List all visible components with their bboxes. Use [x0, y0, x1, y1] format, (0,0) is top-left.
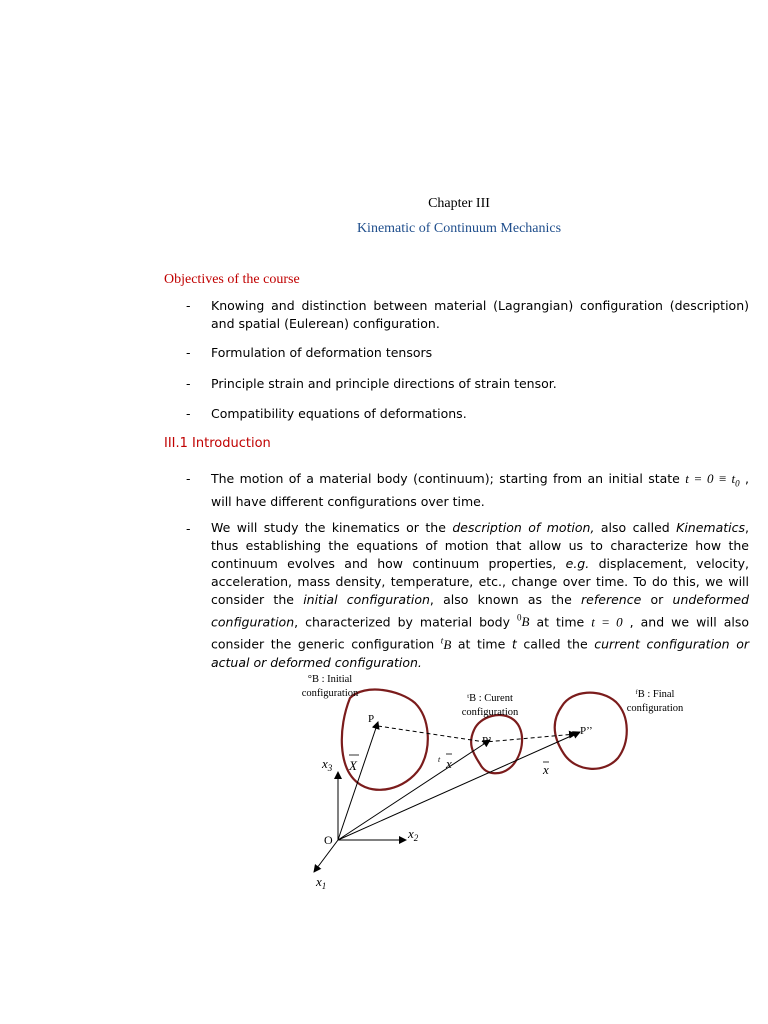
objective-item-2: Formulation of deformation tensors: [211, 345, 433, 360]
vector-X-line: [338, 722, 378, 840]
vector-x-final-label: x: [543, 762, 549, 777]
configuration-figure: [280, 668, 720, 898]
axis-x2-label: $x_2$: [408, 826, 419, 843]
vector-x-current-prefix: t: [438, 755, 441, 764]
intro-p1-text-end: , will have different configurations over time.: [211, 471, 749, 509]
vector-x-final-line: [338, 732, 580, 840]
vector-x-current-line: [338, 740, 490, 840]
axis-x1-label: $x_1$: [316, 874, 327, 891]
point-p-label: P: [368, 713, 375, 725]
bullet-dash: -: [186, 345, 191, 360]
intro-paragraph-1: [211, 470, 749, 511]
current-body-outline: [471, 715, 522, 773]
objective-item-1: Knowing and distinction between material (Lagrangian) configuration (description) and spatial (Eulerean) configuration.: [211, 298, 749, 331]
bullet-dash: -: [186, 298, 191, 313]
point-p-double-prime-label: P’’: [580, 725, 593, 737]
bullet-dash: -: [186, 471, 191, 486]
current-configuration-label: ᵗB : Curent configuration: [461, 693, 519, 718]
objective-item-4: Compatibility equations of deformations.: [211, 406, 467, 421]
initial-body-symbol: $^0$B: [517, 613, 530, 630]
trajectory-path: [378, 726, 576, 742]
zero-time-equation: t = 0: [591, 614, 623, 630]
intro-p1-text: The motion of a material body (continuum); starting from an initial state: [211, 471, 686, 486]
axis-x3-label: $x_3$: [322, 756, 333, 773]
intro-heading: III.1 Introduction: [164, 436, 271, 451]
initial-configuration-label: °B : Initial configuration: [301, 674, 359, 699]
intro-paragraph-2: We will study the kinematics or the description of motion, also called Kinematics, thus establishing the equations of motion that allow us to characterize how the continuum evolves and how continuum properties, e.g. displacement, velocity, acceleration, mass density, temperature, etc., change over time. To do this, we will consider the initial configuration, also known as the reference or undeformed configuration, characterized by material body $^0$B at time t = 0 , and we will also consider the generic configuration $^t$B at time t called the current configuration or actual or deformed configuration.: [211, 520, 750, 670]
vector-X-label: X: [349, 758, 357, 773]
bullet-dash: -: [186, 521, 191, 536]
chapter-title: Kinematic of Continuum Mechanics: [356, 221, 562, 236]
point-p-prime-label: P’: [482, 735, 492, 747]
current-body-symbol: $^t$B: [440, 635, 452, 652]
initial-body-outline: [342, 690, 428, 790]
vector-x-current-label: x: [446, 756, 452, 771]
bullet-dash: -: [186, 406, 191, 421]
origin-label: O: [324, 833, 333, 847]
objectives-heading: Objectives of the course: [164, 272, 300, 287]
final-configuration-label: ᶠB : Final configuration: [626, 689, 684, 714]
initial-time-equation: $t = 0 \equiv t_0$: [685, 471, 740, 489]
chapter-number: Chapter III: [428, 196, 490, 211]
objective-item-3: Principle strain and principle directions of strain tensor.: [211, 376, 557, 391]
bullet-dash: -: [186, 376, 191, 391]
